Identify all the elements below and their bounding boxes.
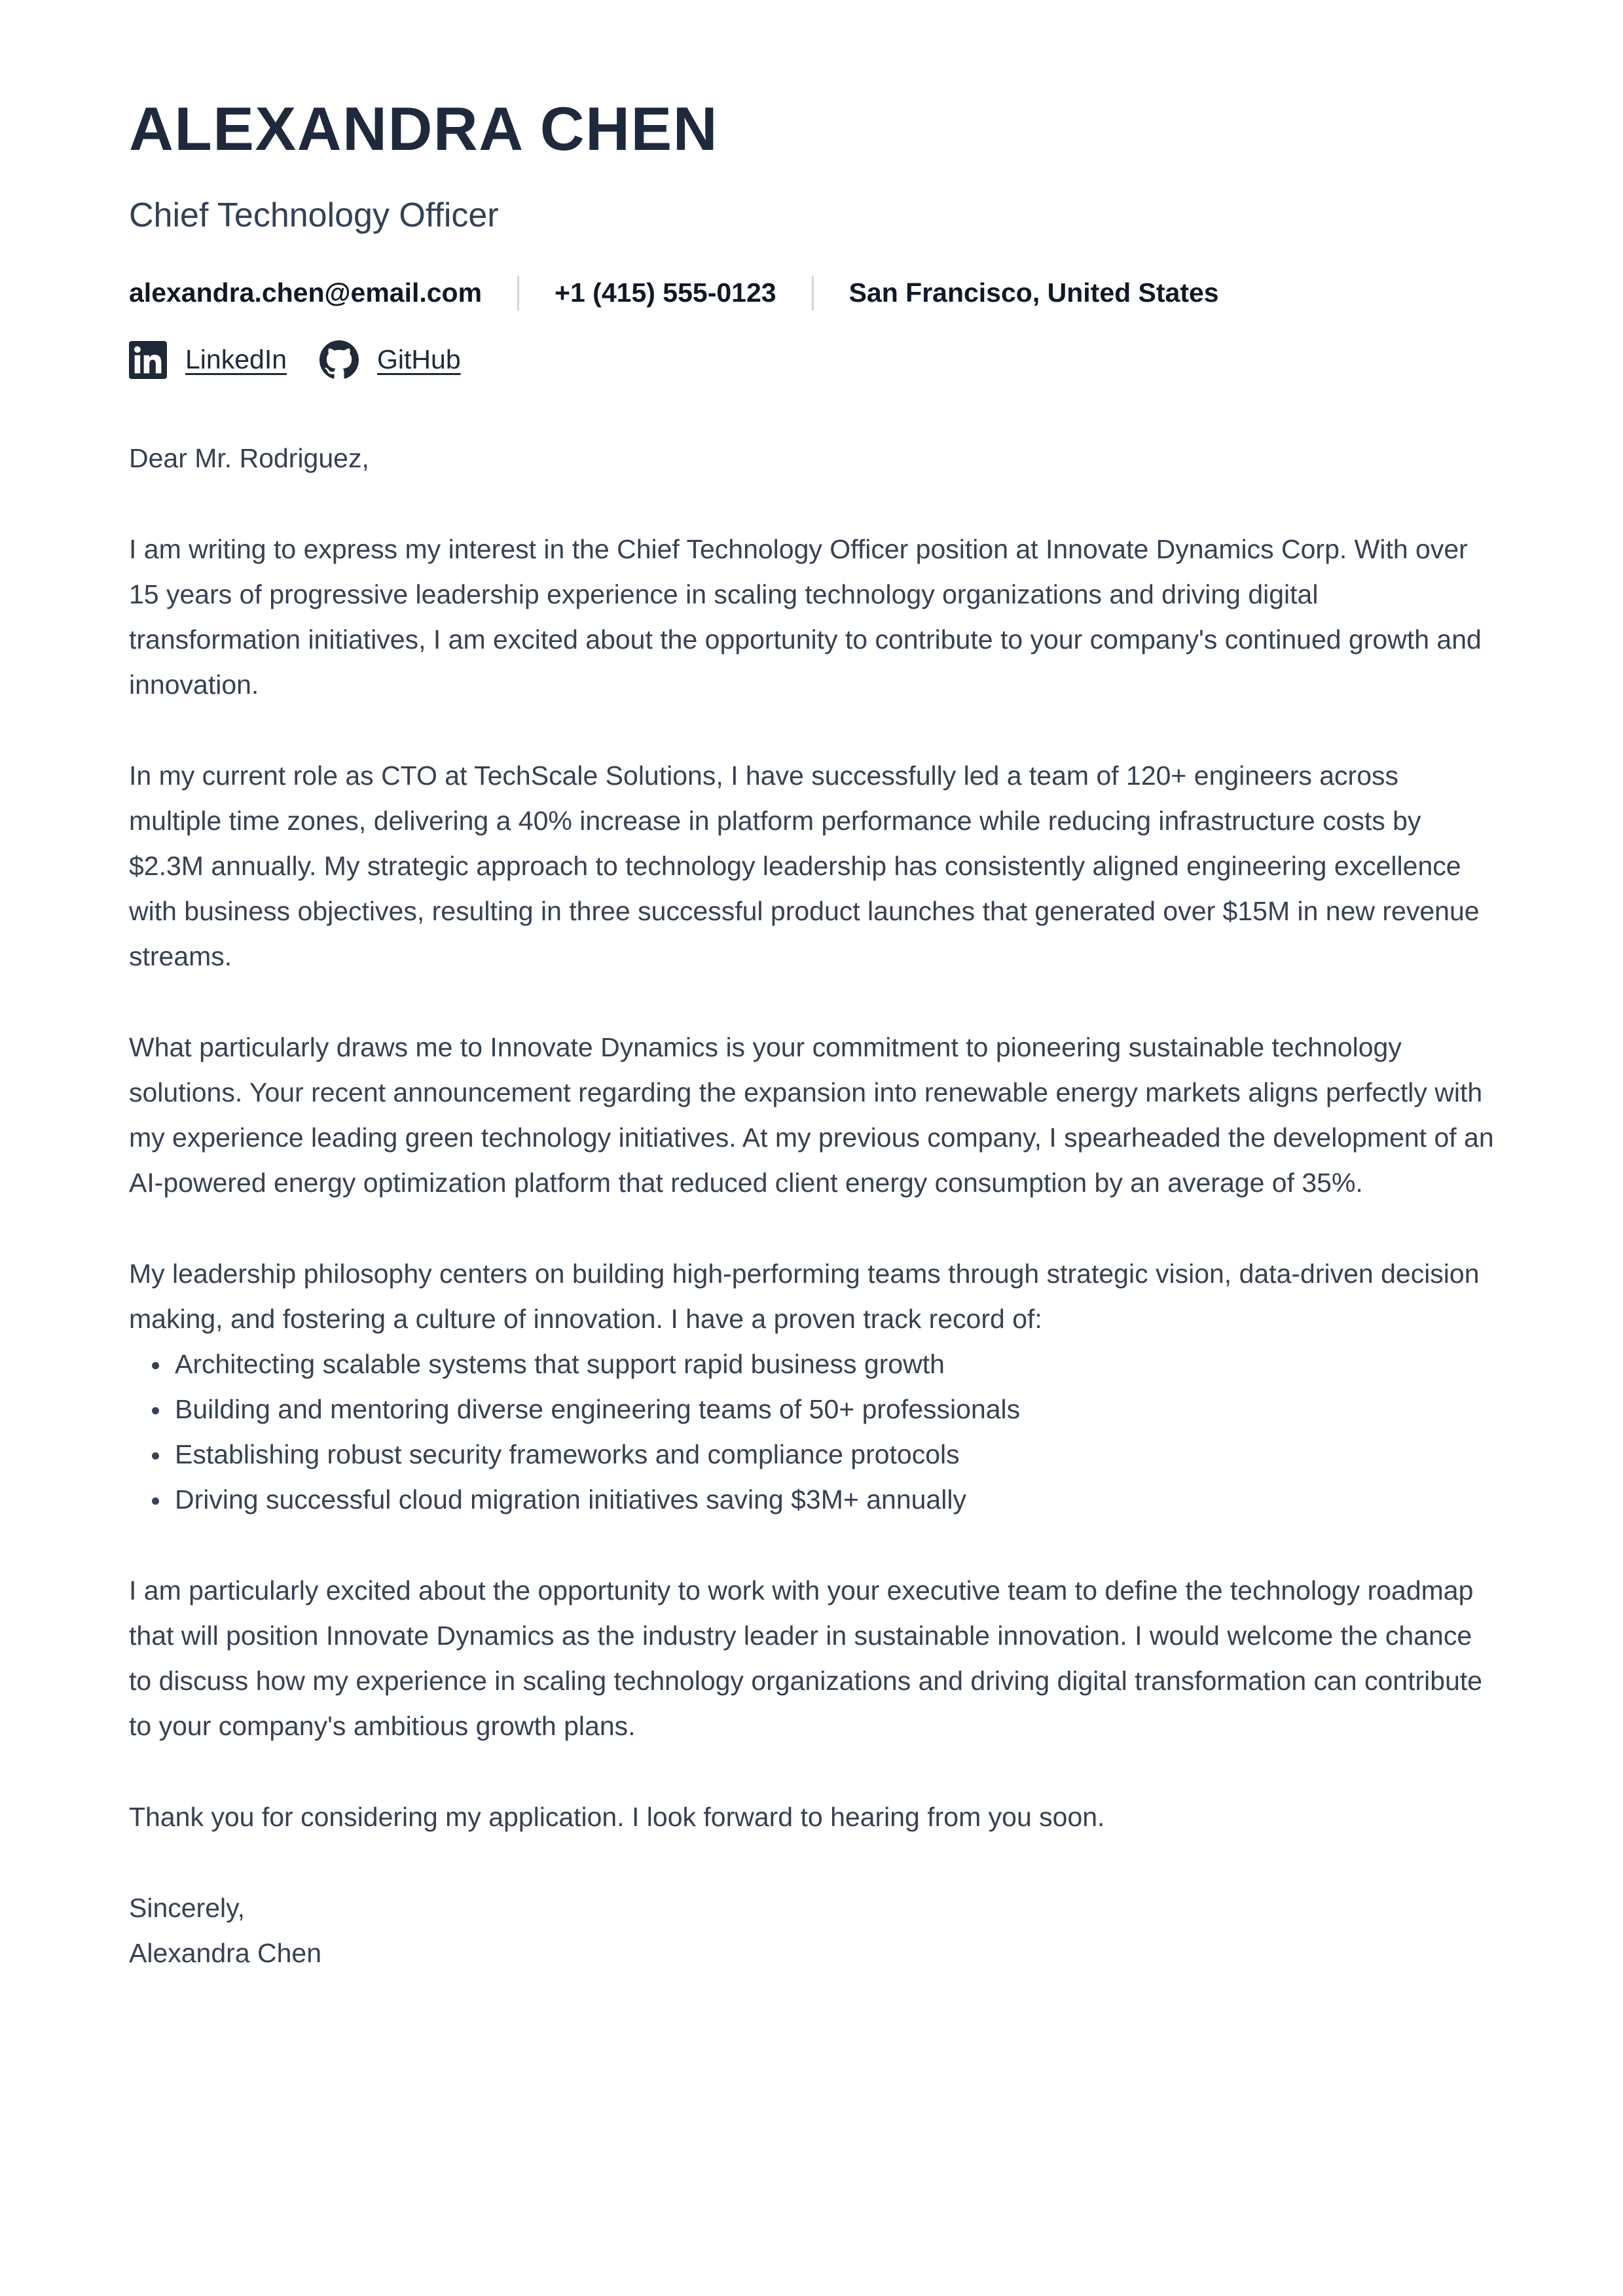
greeting: Dear Mr. Rodriguez, xyxy=(129,442,369,473)
list-item: • Architecting scalable systems that support rapid business growth xyxy=(171,1342,1494,1387)
social-links-row xyxy=(129,340,1494,380)
paragraph-intro: I am writing to express my interest in the Chief Technology Officer position at Innovate Dynamics Corp. With over 15 years of progressive leadership experience in scaling technology organizations and driving digital transformation initiatives, I am excited about the opportunity to contribute to your company's continued growth and innovation. xyxy=(129,533,1482,700)
candidate-name: ALEXANDRA CHEN xyxy=(129,94,719,163)
signoff: Sincerely, xyxy=(129,1892,245,1923)
github-link[interactable]: GitHub xyxy=(377,344,461,375)
paragraph-thanks: Thank you for considering my application. I look forward to hearing from you soon. xyxy=(129,1801,1105,1832)
paragraph-leadership-philosophy: My leadership philosophy centers on building high-performing teams through strategic vision, data-driven decision making, and fostering a culture of innovation. I have a proven track record of: xyxy=(129,1258,1480,1334)
paragraph-closing: I am particularly excited about the opportunity to work with your executive team to define the technology roadmap that will position Innovate Dynamics as the industry leader in sustainable innovation. I would welcome the chance to discuss how my experience in scaling technology organizations and driving digital transformation can contribute to your company's ambitious growth plans. xyxy=(129,1575,1483,1741)
github-icon xyxy=(319,340,359,380)
letter-body xyxy=(129,436,1494,1976)
contact-row xyxy=(129,276,1494,310)
list-item: • Establishing robust security frameworks and compliance protocols xyxy=(171,1432,1494,1477)
contact-separator xyxy=(812,276,814,310)
list-item: • Driving successful cloud migration initiatives saving $3M+ annually xyxy=(171,1477,1494,1522)
github-link-group xyxy=(319,340,461,380)
paragraph-current-role: In my current role as CTO at TechScale Solutions, I have successfully led a team of 120+ engineers across multiple time zones, delivering a 40% increase in platform performance while reducing infrastructure costs by $2.3M annually. My strategic approach to technology leadership has consistently aligned engineering excellence with business objectives, resulting in three successful product launches that generated over $15M in new revenue streams. xyxy=(129,760,1480,971)
linkedin-link[interactable]: LinkedIn xyxy=(185,344,287,375)
paragraph-motivation: What particularly draws me to Innovate Dynamics is your commitment to pioneering sustainable technology solutions. Your recent announcement regarding the expansion into renewable energy markets aligns perfectly with my experience leading green technology initiatives. At my previous company, I spearheaded the development of an AI-powered energy optimization platform that reduced client energy consumption by an average of 35%. xyxy=(129,1031,1494,1198)
contact-email: alexandra.chen@email.com xyxy=(129,278,483,308)
signature-name: Alexandra Chen xyxy=(129,1937,322,1968)
linkedin-link-group xyxy=(129,341,287,379)
header xyxy=(129,94,1494,380)
list-item: • Building and mentoring diverse engineering teams of 50+ professionals xyxy=(171,1387,1494,1432)
contact-phone: +1 (415) 555-0123 xyxy=(555,278,776,308)
linkedin-icon xyxy=(129,341,167,379)
document-content xyxy=(129,94,1494,1976)
job-title: Chief Technology Officer xyxy=(129,196,499,234)
track-record-list xyxy=(129,1342,1494,1522)
contact-separator xyxy=(517,276,519,310)
contact-location: San Francisco, United States xyxy=(848,278,1219,308)
